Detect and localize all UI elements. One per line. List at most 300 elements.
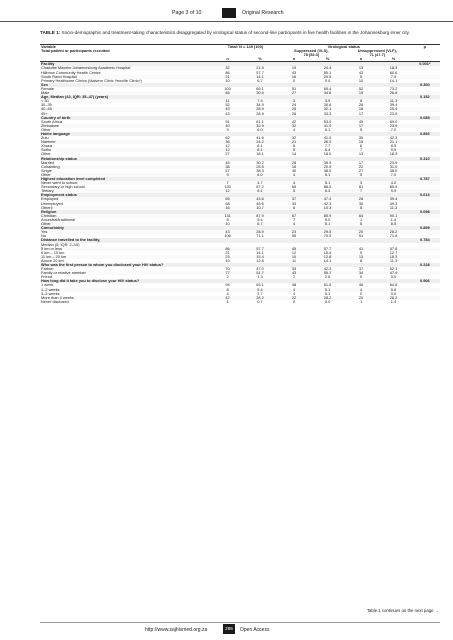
section-p-value: 0.899 [410,226,440,230]
row-value: 12.8 [310,255,345,259]
row-value: 4 [278,181,310,185]
section-p-value: 0.310 [410,157,440,161]
row-value: 1.3 [257,275,263,280]
row-value: 3 [278,99,310,103]
row-value: 25 [278,107,310,111]
section-title: Original Research [242,10,284,16]
row-label: 5 km or less [40,247,213,251]
row-value: 14.1 [242,75,278,79]
section-title: Who was the first person to whom you disclosed your HIV status? [40,263,410,267]
row-value: 55.1 [310,271,345,275]
header-n: n [213,57,242,62]
footer-url[interactable]: http://www.sajhivmed.org.za [145,627,208,633]
row-label: Primary Healthcare Clinics (Malvern Clinic Yeoville Clinic†) [41,78,142,83]
row-value: 10 [213,222,242,226]
row-value: 23.9 [389,160,398,165]
row-value: 32.9 [242,124,278,128]
row-value: 5.1 [324,291,331,296]
row-value: 12 [291,250,297,255]
row-value: 6 [292,144,296,149]
header-suppressed: Suppressed (VLS), [294,49,329,54]
header-unsuppressed-count: 71 (47.7) [369,53,386,58]
row-value: 32 [278,124,310,128]
row-value: 16 [278,75,310,79]
header-virological-status: Virological status [278,45,410,50]
row-value: 11 [213,99,242,103]
row-value: 4 [292,127,296,132]
row-value: 45 [278,247,310,251]
row-value: 7 [345,148,377,152]
row-value: 6.7 [257,78,263,83]
row-value: 8 [213,288,242,292]
section-p-value: 0.613 [410,193,440,197]
section-p-value: 0.228 [410,263,440,267]
row-value: 19 [278,66,310,70]
row-value: 32 [213,66,242,70]
row-value: 16 [278,165,310,169]
row-value: 17 [358,111,364,116]
row-value: 106 [224,234,231,239]
row-label: South Africa [41,119,62,124]
row-value: 86 [225,70,230,75]
row-value: 7.0 [377,173,409,177]
row-value: 19 [345,91,377,95]
row-value: 51.7 [242,271,278,275]
row-value: 11 [292,258,297,263]
row-value: 3.9 [310,99,345,103]
row-label: Xhosa [41,144,53,149]
section-title: Religion [40,210,410,214]
row-value: 71.8 [389,234,398,239]
row-value: 5.6 [377,288,409,292]
row-value: 30 [291,168,297,173]
row-value: 63.1 [256,283,264,288]
row-value: 20.5 [310,165,345,169]
row-value: 18.3 [377,255,409,259]
row-value: 38.5 [323,168,332,173]
row-value: 25.4 [377,107,409,111]
row-label: 1–2 weeks [40,288,213,292]
section-title: Highest education level completed [40,177,410,181]
row-value: 9.0 [324,217,331,222]
row-value: 49 [213,124,242,128]
section-p-value: 0.098 [410,210,440,214]
row-value: 42.3 [323,201,332,206]
row-label: 11 km – 20 km [40,255,213,259]
row-value: 43 [213,107,242,111]
continues-note: Table 1 continues on the next page → [366,608,439,613]
row-value: 49.3 [389,201,398,206]
row-value: 131 [213,214,242,218]
row-value: 46 [213,91,242,95]
row-value: 35.9 [323,160,332,165]
row-value: 6.4 [310,189,345,193]
row-value: 4 [278,288,310,292]
row-value: 47.0 [256,267,264,272]
row-value: 5.1 [310,181,345,185]
row-label: 30–39 [41,103,52,108]
section-title: Country of birth [40,116,410,120]
section-title: Comorbidity [40,226,410,230]
row-value: 2.6 [324,275,331,280]
row-label: Female [41,86,54,91]
row-value: 41 [345,247,377,251]
row-value: 6 [345,222,377,226]
section-title: Sex [40,83,410,87]
row-value: 4.2 [377,181,409,185]
row-value: 4 [226,291,229,296]
row-value: 33 [291,267,297,272]
row-value: 18.0 [323,152,332,157]
row-value: 22 [345,165,377,169]
section-p-value: 0.085 [410,116,440,120]
row-value: 130 [224,185,231,190]
row-value: 27 [358,168,364,173]
row-value: 38 [213,165,242,169]
row-value: 18.3 [389,152,398,157]
row-value: 73.2 [389,86,398,91]
table-body [40,62,440,304]
header-pct: % [377,57,409,62]
row-value: 8 [345,206,377,210]
row-value: 7 [213,181,242,185]
row-value: 12 [213,189,242,193]
row-value: 69.1 [256,86,264,91]
row-label: Other [40,222,213,226]
row-value: 1 [359,299,363,304]
row-value: 7.0 [377,75,409,79]
header-rule [0,21,453,22]
row-value: 52 [225,103,230,108]
row-value: 5.1 [310,173,345,177]
row-value: 69 [291,185,297,190]
header-variable: Variable [40,45,213,50]
row-value: 23 [278,230,310,234]
row-value: 2 [226,275,229,280]
row-value: 21 [213,75,242,79]
header-total: Total: N = 149 (100) [213,45,278,50]
row-value: 2.7 [257,291,263,296]
row-value: 8.1 [242,189,278,193]
row-value: 14 [291,152,297,157]
row-value: 0 [359,291,363,296]
row-value: 23 [213,255,242,259]
row-label: 40–45 [40,107,213,111]
row-value: 34 [345,271,377,275]
row-value: 41.6 [256,136,264,141]
row-value: 61.1 [256,119,264,124]
row-value: 1.4 [390,217,397,222]
row-value: 7.7 [324,144,331,149]
row-value: 14.1 [256,250,264,255]
section-p-value: 0.787 [410,177,440,181]
row-value: 0 [359,275,363,280]
row-label: Unemployed [41,201,63,206]
row-value: 21.5 [242,66,278,70]
row-value: 11.3 [377,99,409,103]
row-value: 60.6 [389,70,398,75]
row-value: 33 [291,201,297,206]
row-value: 12.7 [389,250,398,255]
row-value: 41.0 [323,136,332,141]
row-value: 9 [213,173,242,177]
row-value: 41.0 [310,124,345,128]
row-value: 70 [225,267,230,272]
row-value: 10 [278,255,310,259]
row-value: 51 [358,234,364,239]
row-value: 70.5 [323,234,332,239]
row-value: 23.9 [377,124,409,128]
row-value: 47.4 [310,197,345,201]
row-value: 26 [291,111,297,116]
row-value: 7.0 [390,127,397,132]
row-value: 64.8 [389,283,398,288]
header-n: n [345,57,377,62]
row-label: No [41,234,46,239]
row-label: More than 4 weeks [40,296,213,300]
row-value: 57.7 [256,70,264,75]
row-value: 85.9 [310,214,345,218]
row-value: 4 [278,173,310,177]
row-value: 0.7 [257,299,263,304]
row-value: 7.4 [242,99,278,103]
row-value: 87.2 [256,185,264,190]
row-value: 20 [345,230,377,234]
row-value: 43 [213,230,242,234]
row-value: 8.1 [257,144,263,149]
row-value: 24.4 [310,66,345,70]
row-value: 28.9 [256,111,264,116]
row-value: 86 [213,247,242,251]
row-value: 6 [359,144,363,149]
row-value: 51 [291,86,297,91]
row-value: 62 [225,136,230,141]
row-value: 16 [213,206,242,210]
table-row [40,300,440,304]
row-value: 4 [345,288,377,292]
section-title: Employment status [40,193,410,197]
row-value: 28.2 [242,296,278,300]
row-value: 28.2 [310,296,345,300]
section-p-value: 0.906 [410,279,440,283]
row-label: Partner [41,267,54,272]
row-value: 65 [213,197,242,201]
header-pct: % [242,57,278,62]
footer-rule [40,622,440,623]
row-value: 57.8 [377,247,409,251]
row-value: 29.5 [310,230,345,234]
row-value: 42.3 [323,267,332,272]
page-number: Page 3 of 10 [172,10,202,16]
row-value: 24 [291,103,297,108]
row-value: 0.0 [324,78,331,83]
row-value: 47.9 [377,271,409,275]
header-p: p [410,45,440,50]
footer-open-access: Open Access [240,627,270,633]
row-value: 22 [278,296,310,300]
row-value: 5.1 [324,127,331,132]
row-value: 49 [358,119,364,124]
header-n: n [278,57,310,62]
row-value: 61 [358,185,364,190]
row-label: Other‡ [40,206,213,210]
row-value: 30 [358,136,364,141]
row-value: 0.0 [390,275,397,280]
row-value: 34.6 [310,91,345,95]
row-value: 23.9 [389,111,398,116]
row-label: Ancestral/traditional [41,217,76,222]
row-value: 10.3 [310,206,345,210]
row-label: Above 20 km [41,258,64,263]
row-label: Other [41,152,51,157]
row-value: 103 [224,86,231,91]
row-value: 8.5 [390,144,397,149]
row-label: Friend [41,275,53,280]
row-label: Never went to school [40,181,213,185]
row-value: 32.1 [310,107,345,111]
row-label: Never disclosed [41,299,69,304]
row-value: 0 [292,78,296,83]
row-value: 14.1 [323,258,332,263]
row-value: 30.2 [256,160,264,165]
section-p-value: 0.001* [410,62,440,67]
section-title: Relationship status [40,157,410,161]
row-value: 39.4 [377,197,409,201]
row-value: 10 [225,78,230,83]
row-value: 6.4 [310,148,345,152]
row-label: Christian [40,214,213,218]
row-value: 28.9 [242,107,278,111]
row-label: Zulu [41,136,49,141]
row-value: 5.4 [242,288,278,292]
row-value: 8 [359,258,363,263]
row-value: 21 [278,140,310,144]
row-label: 45+ [41,111,48,116]
row-value: 37 [358,267,364,272]
row-value: 21.1 [377,140,409,144]
row-label: Other [41,127,51,132]
row-value: 28 [345,197,377,201]
row-value: 91 [225,119,230,124]
page-footer [0,624,453,636]
row-value: 11.3 [389,258,398,263]
row-value: 53.9 [323,119,332,124]
section-title: How long did it take you to disclose your HIV status? [40,279,410,283]
row-label: South Rand Hospital [40,75,213,79]
row-value: 15.4 [242,255,278,259]
row-value: 0.0 [390,291,397,296]
row-label: < 30 [40,99,213,103]
row-value: 28 [358,103,364,108]
row-value: 57.7 [310,247,345,251]
row-value: 4 [278,222,310,226]
row-label: 6 km – 10 km [41,250,65,255]
row-value: 11.3 [377,206,409,210]
row-value: 87.9 [242,214,278,218]
row-value: 7 [345,189,377,193]
row-value: 15.4 [323,250,332,255]
row-value: 36 [213,140,242,144]
row-value: 1 [226,299,229,304]
row-value: 37 [278,197,310,201]
section-p-value: 0.893 [410,132,440,136]
row-value: 6.0 [242,173,278,177]
row-value: 77 [213,271,242,275]
row-value: 24.2 [242,140,278,144]
row-value: 27 [278,91,310,95]
row-value: 8 [226,217,229,222]
row-label: Single [41,168,52,173]
row-value: 28.2 [377,230,409,234]
table-caption [40,30,440,36]
row-value: 69.0 [389,119,398,124]
row-value: 19 [225,258,230,263]
row-value: 12 [213,148,242,152]
row-label: Cohabiting [40,165,213,169]
row-value: 5 [278,189,310,193]
row-value: 61.5 [323,283,332,288]
row-value: 9 [359,250,363,255]
row-value: 6.7 [242,222,278,226]
section-title: Home language [40,132,410,136]
footer-page-number: 285 [223,624,235,634]
row-label: Family or relative member [40,271,213,275]
row-value: 67 [278,214,310,218]
row-value: 13 [345,66,377,70]
row-label: Yes [40,230,213,234]
row-value: 42 [213,296,242,300]
row-value: 8.1 [242,148,278,152]
row-value: 28.2 [377,296,409,300]
row-value: 39.4 [389,103,398,108]
row-label: Median (5, IQR: 2–15) [41,242,80,247]
row-value: 45 [225,160,230,165]
row-value: 3 [345,181,377,185]
row-value: 13 [358,152,364,157]
row-value: 55 [291,234,297,239]
row-value: 1 [359,217,363,222]
row-label: Married [41,160,55,165]
row-value: 5 [345,75,377,79]
row-value: 85.9 [389,185,398,190]
row-value: 10.7 [242,206,278,210]
row-label: Ndebele [40,140,213,144]
section-title: Distance travelled to the facility, [40,238,410,242]
section-title: Facility [40,62,410,67]
row-value: 5 [359,127,363,132]
row-value: 14.1 [389,78,398,83]
row-value: 28 [291,160,297,165]
row-value: 38.0 [389,168,398,173]
row-value: 26.8 [377,91,409,95]
row-value: 43 [291,70,297,75]
row-value: 94 [225,283,230,288]
row-value: 5 [345,173,377,177]
row-value: 8.5 [377,222,409,226]
row-value: 5.1 [310,288,345,292]
row-value: 18 [345,107,377,111]
row-value: 9.9 [377,148,409,152]
data-table [40,44,440,304]
row-value: 9.9 [377,189,409,193]
header-marker [222,8,236,18]
header-unsuppressed: Unsuppressed (VLF), [357,49,397,54]
row-value: 64 [345,214,377,218]
row-value: 52.1 [389,267,398,272]
row-value: 12.8 [256,258,264,263]
page-header [0,8,453,20]
row-value: 2 [292,275,296,280]
